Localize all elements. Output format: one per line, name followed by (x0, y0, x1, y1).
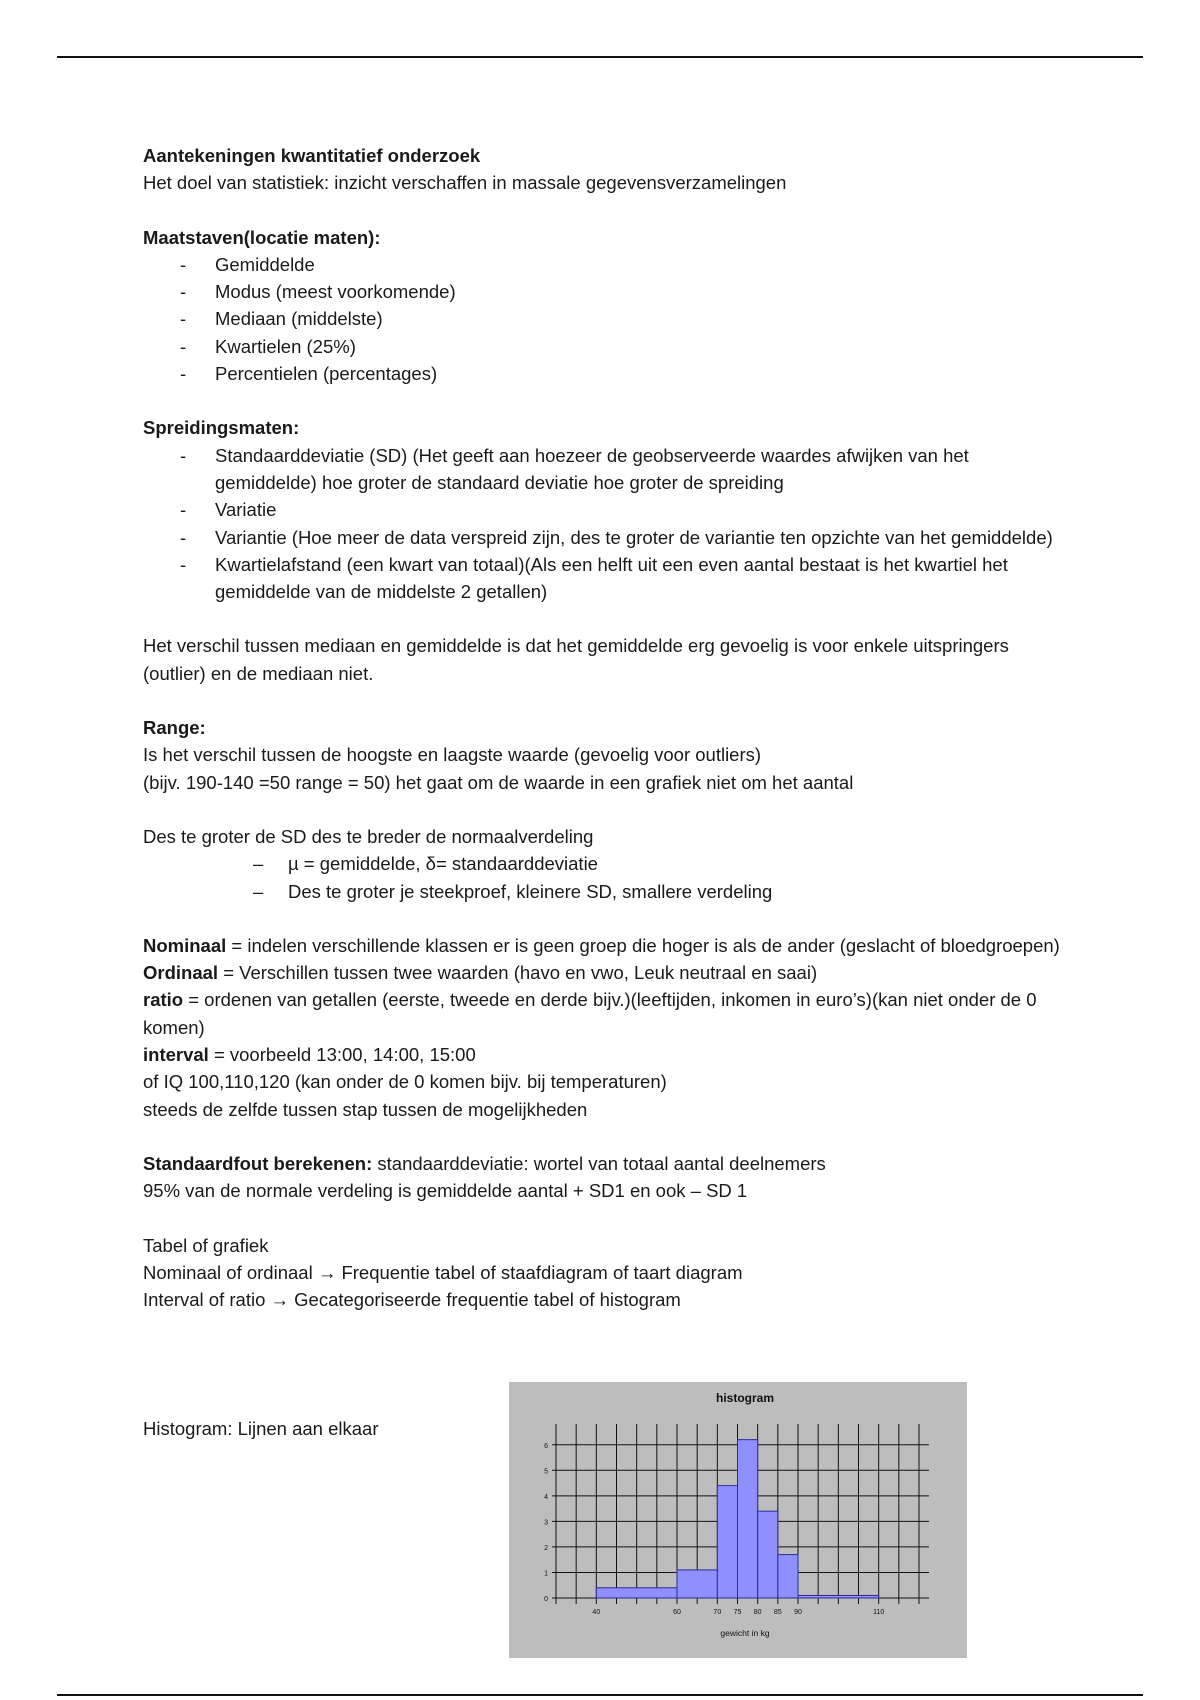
chart-title: histogram (715, 1391, 775, 1405)
nominaal-text: = indelen verschillende klassen er is geen groep die hoger is als de ander (geslacht of bloedgroepen) (226, 934, 1060, 956)
interval-line: of IQ 100,110,120 (kan onder de 0 komen bijv. bij temperaturen) (143, 1071, 667, 1093)
interval-text: = voorbeeld 13:00, 14:00, 15:00 (208, 1044, 476, 1066)
y-tick-label: 2 (544, 1544, 548, 1552)
list-item: - Modus (meest voorkomende) (215, 278, 1073, 305)
chart-xlabel: gewicht in kg (720, 1628, 770, 1638)
list-item: - Standaarddeviatie (SD) (Het geeft aan hoezeer de geobserveerde waardes afwijken van het gemiddelde) hoe groter de standaard deviatie hoe groter de spreiding (215, 442, 1073, 497)
histogram-svg (509, 1382, 967, 1658)
x-tick-label: 40 (592, 1609, 601, 1616)
ordinaal-label: Ordinaal (143, 962, 219, 984)
interval-label: interval (143, 1044, 209, 1066)
list-item: - Variatie (215, 496, 1073, 523)
y-tick-label: 3 (544, 1519, 548, 1527)
locatie-list (143, 251, 1073, 387)
x-tick-label: 90 (794, 1609, 802, 1616)
histogram-caption: Histogram: Lijnen aan elkaar (143, 1418, 379, 1439)
range-heading: Range: (143, 717, 206, 739)
x-tick-label: 80 (753, 1609, 762, 1616)
nominaal-tabel-line: Nominaal of ordinaal → Frequentie tabel of staafdiagram of taart diagram (143, 1261, 743, 1283)
y-tick-label: 4 (544, 1493, 548, 1501)
y-tick-label: 1 (544, 1570, 548, 1578)
range-line: Is het verschil tussen de hoogste en laagste waarde (gevoelig voor outliers) (143, 744, 762, 766)
x-tick-label: 60 (673, 1609, 681, 1616)
list-item: - Percentielen (percentages) (215, 360, 1073, 387)
ratio-text: = ordenen van getallen (eerste, tweede en derde bijv.)(leeftijden, inkomen in euro’s)(kan niet onder de 0 komen) (143, 989, 1037, 1038)
y-tick-label: 5 (544, 1468, 548, 1476)
locatie-heading: Maatstaven(locatie maten): (143, 226, 381, 248)
nominaal-paragraph (143, 932, 1073, 959)
list-item: – Des te groter je steekproef, kleinere SD, smallere verdeling (288, 878, 1073, 905)
standaardfout-label: Standaardfout berekenen: (143, 1152, 373, 1174)
histogram-bar (798, 1595, 879, 1598)
ratio-label: ratio (143, 989, 184, 1011)
interval-line: steeds de zelfde tussen stap tussen de mogelijkheden (143, 1098, 588, 1120)
y-tick-label: 0 (544, 1596, 548, 1603)
normaal-line: 95% van de normale verdeling is gemiddelde aantal + SD1 en ook – SD 1 (143, 1180, 748, 1202)
tabel-line: Tabel of grafiek (143, 1234, 269, 1256)
list-item: – µ = gemiddelde, δ= standaarddeviatie (288, 850, 1073, 877)
ratio-paragraph (143, 986, 1073, 1041)
ordinaal-text: = Verschillen tussen twee waarden (havo en vwo, Leuk neutraal en saai) (218, 962, 818, 984)
range-line: (bijv. 190-140 =50 range = 50) het gaat om de waarde in een grafiek niet om het aantal (143, 771, 854, 793)
histogram-bar (738, 1440, 758, 1598)
list-item: - Kwartielen (25%) (215, 333, 1073, 360)
histogram-bar (677, 1570, 717, 1598)
nominaal-label: Nominaal (143, 934, 227, 956)
interval-tabel-line: Interval of ratio → Gecategoriseerde frequentie tabel of histogram (143, 1289, 681, 1311)
standaardfout-paragraph (143, 1150, 1073, 1177)
intro-text: Het doel van statistiek: inzicht verschaffen in massale gegevensverzamelingen (143, 172, 787, 194)
header-rule (57, 56, 1143, 58)
x-tick-label: 75 (733, 1609, 742, 1616)
list-item: - Gemiddelde (215, 251, 1073, 278)
verschil-paragraph: Het verschil tussen mediaan en gemiddelde is dat het gemiddelde erg gevoelig is voor enkele uitspringers (outlier) en de mediaan niet. (143, 635, 1009, 684)
page-title: Aantekeningen kwantitatief onderzoek (143, 145, 481, 166)
document-body (143, 142, 1073, 1313)
list-item: - Variantie (Hoe meer de data verspreid zijn, des te groter de variantie ten opzichte van het gemiddelde) (215, 524, 1073, 551)
sd-list (143, 850, 1073, 905)
spreiding-heading: Spreidingsmaten: (143, 417, 300, 439)
y-tick-label: 6 (544, 1442, 548, 1450)
list-item: - Mediaan (middelste) (215, 305, 1073, 332)
histogram-chart (509, 1382, 967, 1658)
histogram-bar (758, 1511, 778, 1598)
histogram-bar (778, 1555, 798, 1598)
x-tick-label: 85 (773, 1609, 782, 1616)
standaardfout-text: standaarddeviatie: wortel van totaal aantal deelnemers (372, 1152, 826, 1174)
histogram-bar (717, 1486, 737, 1598)
histogram-bar (596, 1588, 677, 1598)
interval-paragraph (143, 1041, 1073, 1068)
ordinaal-paragraph (143, 959, 1073, 986)
footer-rule (57, 1694, 1143, 1696)
spreiding-list (143, 442, 1073, 606)
sd-line: Des te groter de SD des te breder de normaalverdeling (143, 825, 594, 847)
x-tick-label: 70 (713, 1609, 722, 1616)
list-item: - Kwartielafstand (een kwart van totaal)(Als een helft uit een even aantal bestaat is het kwartiel het gemiddelde van de middelste 2 getallen) (215, 551, 1073, 606)
x-tick-label: 110 (873, 1609, 885, 1616)
